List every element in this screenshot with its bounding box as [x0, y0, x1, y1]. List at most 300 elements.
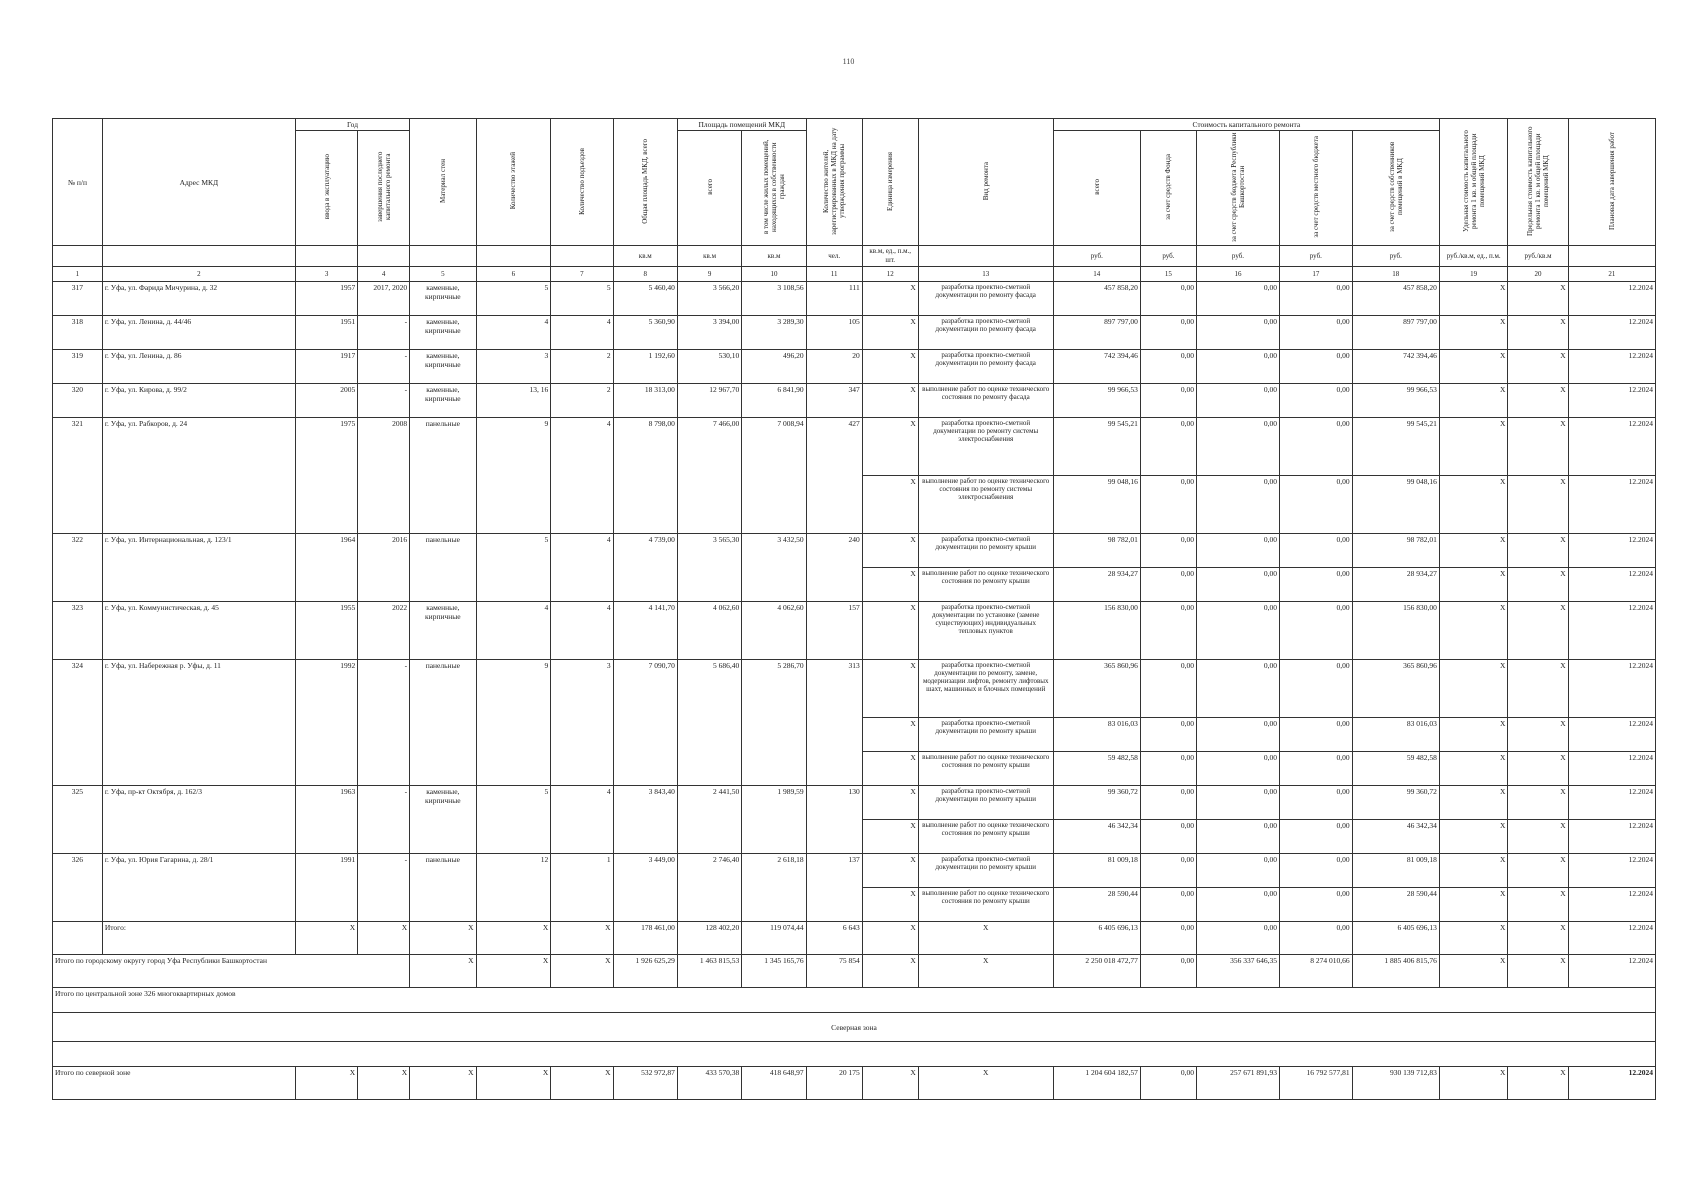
- cell-area-total: 4 141,70: [613, 602, 677, 660]
- cell-cost-total: 742 394,46: [1053, 350, 1140, 384]
- cell-cost-total: 28 590,44: [1053, 888, 1140, 922]
- cell-area-rooms: 2 441,50: [677, 786, 741, 854]
- cell-floors: 5: [476, 534, 551, 602]
- unit-cell: руб.: [1196, 246, 1279, 267]
- cell-entrances: 4: [551, 534, 613, 602]
- cell-unit-meas: X: [862, 888, 918, 922]
- unit-cell: [410, 246, 476, 267]
- cell-residents: 130: [806, 786, 862, 854]
- cell-deadline: 12.2024: [1568, 602, 1655, 660]
- capital-repair-table: [52, 118, 1656, 1100]
- north-zone-title: Северная зона: [53, 1013, 1656, 1042]
- page-number: 110: [842, 57, 855, 66]
- cell-n: 319: [53, 350, 103, 384]
- col-year-built: ввода в эксплуатацию: [295, 131, 357, 246]
- cell-max-cost: X: [1508, 282, 1568, 316]
- cell-n: 325: [53, 786, 103, 854]
- cell-cost-total: 365 860,96: [1053, 660, 1140, 718]
- cell-area-total: 1 192,60: [613, 350, 677, 384]
- column-number-cell: 10: [742, 267, 806, 282]
- cell-material: каменные, кирпичные: [410, 350, 476, 384]
- cell-entrances: 4: [551, 786, 613, 854]
- cell-floors: 3: [476, 350, 551, 384]
- cell-cost-local: 0,00: [1280, 316, 1353, 350]
- cell-material: каменные, кирпичные: [410, 786, 476, 854]
- cell-address: г. Уфа, ул. Коммунистическая, д. 45: [102, 602, 295, 660]
- cell-cost-owners: 156 830,00: [1352, 602, 1439, 660]
- cell-max-cost: X: [1508, 602, 1568, 660]
- col-area-rooms: всего: [677, 131, 741, 246]
- north-zone-total-label: Итого по северной зоне: [53, 1067, 296, 1100]
- cell-cost-owners: 83 016,03: [1352, 718, 1439, 752]
- district-total-row: Итого по городскому округу город Уфа Республики Башкортостан X X X 1 926 625,29 1 463 815,53 1 345 165,76 75 854 X X 2 250 018 472,77 0,00 356 337 646,35 8 274 010,66 1 885 406 815,76 X X 12.2024: [53, 955, 1656, 988]
- cell-unit-meas: X: [862, 568, 918, 602]
- cell-year-built: 1917: [295, 350, 357, 384]
- cell-deadline: 12.2024: [1568, 418, 1655, 476]
- cell-area-rooms: 7 466,00: [677, 418, 741, 534]
- cell-cost-owners: 98 782,01: [1352, 534, 1439, 568]
- cell-year-built: 2005: [295, 384, 357, 418]
- cell-cost-fund: 0,00: [1140, 418, 1196, 476]
- cell-area-private: 3 108,56: [742, 282, 806, 316]
- column-number-cell: 6: [476, 267, 551, 282]
- group-cost: Стоимость капитального ремонта: [1053, 119, 1439, 131]
- table-row: [53, 418, 1656, 476]
- cell-area-rooms: 3 566,20: [677, 282, 741, 316]
- cell-cost-local: 0,00: [1280, 476, 1353, 534]
- cell-cost-owners: 81 009,18: [1352, 854, 1439, 888]
- cell-cost-region: 0,00: [1196, 854, 1279, 888]
- table-row: [53, 854, 1656, 888]
- cell-address: г. Уфа, ул. Рабкоров, д. 24: [102, 418, 295, 534]
- cell-max-cost: X: [1508, 718, 1568, 752]
- cell-unit-cost: X: [1439, 282, 1508, 316]
- cell-address: г. Уфа, ул. Интернациональная, д. 123/1: [102, 534, 295, 602]
- cell-area-rooms: 3 394,00: [677, 316, 741, 350]
- cell-year-built: 1955: [295, 602, 357, 660]
- cell-unit-cost: X: [1439, 888, 1508, 922]
- unit-cell: [551, 246, 613, 267]
- cell-cost-fund: 0,00: [1140, 384, 1196, 418]
- cell-area-total: 3 449,00: [613, 854, 677, 922]
- cell-area-private: 7 008,94: [742, 418, 806, 534]
- cell-n: 322: [53, 534, 103, 602]
- cell-entrances: 5: [551, 282, 613, 316]
- cell-area-total: 4 739,00: [613, 534, 677, 602]
- col-max-cost: Предельная стоимость капитального ремонта 1 кв. м общей площади помещений МКД: [1508, 119, 1568, 246]
- cell-cost-local: 0,00: [1280, 718, 1353, 752]
- cell-cost-total: 99 048,16: [1053, 476, 1140, 534]
- cell-work: разработка проектно-сметной документации по ремонту фасада: [918, 350, 1053, 384]
- cell-cost-fund: 0,00: [1140, 534, 1196, 568]
- cell-residents: 157: [806, 602, 862, 660]
- cell-unit-cost: X: [1439, 820, 1508, 854]
- table-header: [53, 119, 1656, 282]
- cell-year-last: -: [358, 854, 410, 922]
- cell-cost-fund: 0,00: [1140, 282, 1196, 316]
- cell-work: выполнение работ по оценке технического состояния по ремонту крыши: [918, 568, 1053, 602]
- cell-floors: 12: [476, 854, 551, 922]
- cell-area-private: 3 289,30: [742, 316, 806, 350]
- cell-n: 324: [53, 660, 103, 786]
- cell-cost-local: 0,00: [1280, 384, 1353, 418]
- cell-residents: 313: [806, 660, 862, 786]
- cell-entrances: 4: [551, 602, 613, 660]
- cell-material: панельные: [410, 854, 476, 922]
- cell-cost-total: 156 830,00: [1053, 602, 1140, 660]
- cell-work: выполнение работ по оценке технического состояния по ремонту фасада: [918, 384, 1053, 418]
- cell-unit-meas: X: [862, 350, 918, 384]
- cell-work: разработка проектно-сметной документации по ремонту фасада: [918, 282, 1053, 316]
- cell-cost-total: 46 342,34: [1053, 820, 1140, 854]
- cell-year-last: -: [358, 660, 410, 786]
- cell-area-private: 5 286,70: [742, 660, 806, 786]
- cell-cost-region: 0,00: [1196, 820, 1279, 854]
- central-zone-total-row: [53, 988, 1656, 1013]
- cell-address: г. Уфа, ул. Набережная р. Уфы, д. 11: [102, 660, 295, 786]
- cell-work: разработка проектно-сметной документации по ремонту системы электроснабжения: [918, 418, 1053, 476]
- cell-max-cost: X: [1508, 660, 1568, 718]
- cell-area-private: 2 618,18: [742, 854, 806, 922]
- cell-cost-region: 0,00: [1196, 786, 1279, 820]
- cell-work: разработка проектно-сметной документации по ремонту фасада: [918, 316, 1053, 350]
- unit-cell: [1568, 246, 1655, 267]
- cell-cost-fund: 0,00: [1140, 316, 1196, 350]
- cell-n: 323: [53, 602, 103, 660]
- cell-address: г. Уфа, ул. Ленина, д. 44/46: [102, 316, 295, 350]
- column-number-cell: 11: [806, 267, 862, 282]
- cell-cost-region: 0,00: [1196, 888, 1279, 922]
- col-area-total: Общая площадь МКД, всего: [613, 119, 677, 246]
- col-material: Материал стен: [410, 119, 476, 246]
- cell-address: г. Уфа, ул. Юрия Гагарина, д. 28/1: [102, 854, 295, 922]
- cell-max-cost: X: [1508, 476, 1568, 534]
- cell-max-cost: X: [1508, 786, 1568, 820]
- cell-year-last: -: [358, 786, 410, 854]
- column-numbers-row: [53, 267, 1656, 282]
- cell-entrances: 4: [551, 316, 613, 350]
- cell-residents: 105: [806, 316, 862, 350]
- cell-cost-local: 0,00: [1280, 602, 1353, 660]
- cell-year-built: 1963: [295, 786, 357, 854]
- cell-cost-total: 28 934,27: [1053, 568, 1140, 602]
- cell-unit-cost: X: [1439, 718, 1508, 752]
- cell-max-cost: X: [1508, 534, 1568, 568]
- cell-work: выполнение работ по оценке технического состояния по ремонту системы электроснабжения: [918, 476, 1053, 534]
- cell-deadline: 12.2024: [1568, 568, 1655, 602]
- cell-cost-total: 99 966,53: [1053, 384, 1140, 418]
- group-area: Площадь помещений МКД: [677, 119, 806, 131]
- unit-cell: руб./кв.м: [1508, 246, 1568, 267]
- cell-cost-total: 59 482,58: [1053, 752, 1140, 786]
- cell-max-cost: X: [1508, 752, 1568, 786]
- unit-cell: руб.: [1280, 246, 1353, 267]
- capital-repair-table-sheet: [52, 118, 1656, 1100]
- cell-unit-meas: X: [862, 476, 918, 534]
- col-cost-fund: за счет средств Фонда: [1140, 131, 1196, 246]
- cell-cost-local: 0,00: [1280, 282, 1353, 316]
- cell-area-total: 5 460,40: [613, 282, 677, 316]
- cell-deadline: 12.2024: [1568, 854, 1655, 888]
- cell-unit-meas: X: [862, 602, 918, 660]
- cell-deadline: 12.2024: [1568, 384, 1655, 418]
- col-residents: Количество жителей, зарегистрированных в МКД на дату утверждения программы: [806, 119, 862, 246]
- cell-cost-region: 0,00: [1196, 602, 1279, 660]
- cell-unit-meas: X: [862, 418, 918, 476]
- cell-cost-local: 0,00: [1280, 534, 1353, 568]
- cell-deadline: 12.2024: [1568, 752, 1655, 786]
- cell-unit-meas: X: [862, 820, 918, 854]
- cell-max-cost: X: [1508, 854, 1568, 888]
- cell-unit-cost: X: [1439, 752, 1508, 786]
- cell-area-rooms: 530,10: [677, 350, 741, 384]
- cell-n: 326: [53, 854, 103, 922]
- table-body: [53, 282, 1656, 922]
- cell-year-last: 2017, 2020: [358, 282, 410, 316]
- cell-unit-cost: X: [1439, 660, 1508, 718]
- cell-cost-owners: 99 545,21: [1352, 418, 1439, 476]
- cell-cost-total: 98 782,01: [1053, 534, 1140, 568]
- cell-cost-fund: 0,00: [1140, 752, 1196, 786]
- cell-material: панельные: [410, 534, 476, 602]
- cell-year-built: 1957: [295, 282, 357, 316]
- cell-floors: 5: [476, 786, 551, 854]
- cell-unit-meas: X: [862, 534, 918, 568]
- cell-unit-meas: X: [862, 660, 918, 718]
- cell-cost-fund: 0,00: [1140, 476, 1196, 534]
- cell-work: выполнение работ по оценке технического состояния по ремонту крыши: [918, 888, 1053, 922]
- cell-unit-meas: X: [862, 316, 918, 350]
- table-row: [53, 786, 1656, 820]
- column-number-cell: 8: [613, 267, 677, 282]
- cell-area-private: 496,20: [742, 350, 806, 384]
- cell-material: каменные, кирпичные: [410, 602, 476, 660]
- column-number-cell: 9: [677, 267, 741, 282]
- col-cost-total: всего: [1053, 131, 1140, 246]
- cell-deadline: 12.2024: [1568, 660, 1655, 718]
- cell-cost-local: 0,00: [1280, 820, 1353, 854]
- cell-address: г. Уфа, ул. Фарида Мичурина, д. 32: [102, 282, 295, 316]
- cell-area-private: 1 989,59: [742, 786, 806, 854]
- cell-area-total: 5 360,90: [613, 316, 677, 350]
- unit-cell: чел.: [806, 246, 862, 267]
- cell-unit-cost: X: [1439, 854, 1508, 888]
- cell-cost-region: 0,00: [1196, 568, 1279, 602]
- cell-cost-local: 0,00: [1280, 350, 1353, 384]
- unit-cell: [358, 246, 410, 267]
- cell-area-rooms: 2 746,40: [677, 854, 741, 922]
- cell-unit-cost: X: [1439, 316, 1508, 350]
- north-zone-title-row: [53, 1013, 1656, 1042]
- cell-area-total: 7 090,70: [613, 660, 677, 786]
- cell-unit-meas: X: [862, 854, 918, 888]
- cell-work: разработка проектно-сметной документации по установке (замене существующих) индивидуальных тепловых пунктов: [918, 602, 1053, 660]
- cell-area-private: 4 062,60: [742, 602, 806, 660]
- cell-cost-owners: 99 360,72: [1352, 786, 1439, 820]
- cell-cost-owners: 457 858,20: [1352, 282, 1439, 316]
- cell-material: каменные, кирпичные: [410, 384, 476, 418]
- cell-entrances: 2: [551, 384, 613, 418]
- cell-year-built: 1992: [295, 660, 357, 786]
- cell-cost-owners: 28 590,44: [1352, 888, 1439, 922]
- cell-cost-local: 0,00: [1280, 418, 1353, 476]
- cell-unit-meas: X: [862, 752, 918, 786]
- cell-entrances: 1: [551, 854, 613, 922]
- cell-deadline: 12.2024: [1568, 350, 1655, 384]
- table-row: [53, 602, 1656, 660]
- cell-cost-region: 0,00: [1196, 350, 1279, 384]
- cell-unit-cost: X: [1439, 418, 1508, 476]
- cell-year-last: -: [358, 316, 410, 350]
- cell-unit-cost: X: [1439, 568, 1508, 602]
- cell-cost-region: 0,00: [1196, 282, 1279, 316]
- cell-cost-region: 0,00: [1196, 418, 1279, 476]
- cell-cost-region: 0,00: [1196, 752, 1279, 786]
- cell-deadline: 12.2024: [1568, 786, 1655, 820]
- column-number-cell: 16: [1196, 267, 1279, 282]
- cell-cost-local: 0,00: [1280, 568, 1353, 602]
- cell-year-last: -: [358, 384, 410, 418]
- cell-unit-cost: X: [1439, 476, 1508, 534]
- cell-cost-region: 0,00: [1196, 316, 1279, 350]
- cell-cost-local: 0,00: [1280, 888, 1353, 922]
- col-deadline: Плановая дата завершения работ: [1568, 119, 1655, 246]
- cell-cost-fund: 0,00: [1140, 820, 1196, 854]
- unit-cell: [476, 246, 551, 267]
- col-n: № п/п: [53, 119, 103, 246]
- column-number-cell: 14: [1053, 267, 1140, 282]
- unit-cell: кв.м, ед., п.м., шт.: [862, 246, 918, 267]
- col-entrances: Количество подъездов: [551, 119, 613, 246]
- cell-floors: 9: [476, 660, 551, 786]
- cell-unit-meas: X: [862, 718, 918, 752]
- cell-floors: 5: [476, 282, 551, 316]
- cell-address: г. Уфа, ул. Кирова, д. 99/2: [102, 384, 295, 418]
- cell-year-built: 1951: [295, 316, 357, 350]
- cell-entrances: 4: [551, 418, 613, 534]
- column-number-cell: 5: [410, 267, 476, 282]
- col-unit-meas: Единица измерения: [862, 119, 918, 246]
- cell-material: каменные, кирпичные: [410, 282, 476, 316]
- cell-year-built: 1975: [295, 418, 357, 534]
- cell-deadline: 12.2024: [1568, 888, 1655, 922]
- cell-cost-region: 0,00: [1196, 384, 1279, 418]
- col-floors: Количество этажей: [476, 119, 551, 246]
- cell-cost-fund: 0,00: [1140, 786, 1196, 820]
- cell-area-rooms: 5 686,40: [677, 660, 741, 786]
- cell-entrances: 3: [551, 660, 613, 786]
- table-row: [53, 534, 1656, 568]
- col-address: Адрес МКД: [102, 119, 295, 246]
- cell-address: г. Уфа, пр-кт Октября, д. 162/3: [102, 786, 295, 854]
- cell-unit-cost: X: [1439, 534, 1508, 568]
- cell-cost-owners: 46 342,34: [1352, 820, 1439, 854]
- cell-floors: 4: [476, 316, 551, 350]
- unit-cell: руб.: [1140, 246, 1196, 267]
- cell-area-private: 3 432,50: [742, 534, 806, 602]
- cell-n: 317: [53, 282, 103, 316]
- table-row: [53, 316, 1656, 350]
- cell-year-last: 2016: [358, 534, 410, 602]
- column-number-cell: 13: [918, 267, 1053, 282]
- column-number-cell: 3: [295, 267, 357, 282]
- cell-cost-fund: 0,00: [1140, 660, 1196, 718]
- total-label: Итого:: [102, 922, 295, 955]
- unit-cell: руб./кв.м, ед., п.м.: [1439, 246, 1508, 267]
- cell-residents: 137: [806, 854, 862, 922]
- cell-n: 318: [53, 316, 103, 350]
- cell-max-cost: X: [1508, 350, 1568, 384]
- column-number-cell: 2: [102, 267, 295, 282]
- units-row: [53, 246, 1656, 267]
- unit-cell: кв.м: [677, 246, 741, 267]
- cell-deadline: 12.2024: [1568, 476, 1655, 534]
- table-row: [53, 282, 1656, 316]
- cell-work: разработка проектно-сметной документации по ремонту крыши: [918, 786, 1053, 820]
- central-zone-total-label: Итого по центральной зоне 326 многоквартирных домов: [53, 988, 1656, 1013]
- district-total-label: Итого по городскому округу город Уфа Республики Башкортостан: [53, 955, 410, 988]
- cell-deadline: 12.2024: [1568, 282, 1655, 316]
- cell-deadline: 12.2024: [1568, 316, 1655, 350]
- cell-area-rooms: 4 062,60: [677, 602, 741, 660]
- cell-cost-fund: 0,00: [1140, 602, 1196, 660]
- cell-work: выполнение работ по оценке технического состояния по ремонту крыши: [918, 752, 1053, 786]
- cell-max-cost: X: [1508, 316, 1568, 350]
- cell-cost-total: 99 360,72: [1053, 786, 1140, 820]
- unit-cell: кв.м: [613, 246, 677, 267]
- col-cost-local: за счет средств местного бюджета: [1280, 131, 1353, 246]
- cell-work: разработка проектно-сметной документации по ремонту крыши: [918, 854, 1053, 888]
- cell-cost-region: 0,00: [1196, 718, 1279, 752]
- unit-cell: [53, 246, 103, 267]
- cell-unit-cost: X: [1439, 602, 1508, 660]
- unit-cell: кв.м: [742, 246, 806, 267]
- cell-cost-total: 83 016,03: [1053, 718, 1140, 752]
- cell-n: 321: [53, 418, 103, 534]
- group-year: Год: [295, 119, 409, 131]
- cell-cost-owners: 897 797,00: [1352, 316, 1439, 350]
- cell-residents: 347: [806, 384, 862, 418]
- cell-unit-cost: X: [1439, 350, 1508, 384]
- cell-cost-local: 0,00: [1280, 786, 1353, 820]
- unit-cell: [102, 246, 295, 267]
- total-row: Итого: X X X X X 178 461,00 128 402,20 119 074,44 6 643 X X 6 405 696,13 0,00 0,00 0,00 6 405 696,13 X X 12.2024: [53, 922, 1656, 955]
- cell-cost-total: 457 858,20: [1053, 282, 1140, 316]
- unit-cell: руб.: [1352, 246, 1439, 267]
- cell-area-private: 6 841,90: [742, 384, 806, 418]
- cell-area-rooms: 3 565,30: [677, 534, 741, 602]
- cell-cost-fund: 0,00: [1140, 568, 1196, 602]
- cell-residents: 20: [806, 350, 862, 384]
- column-number-cell: 17: [1280, 267, 1353, 282]
- column-number-cell: 1: [53, 267, 103, 282]
- cell-cost-fund: 0,00: [1140, 718, 1196, 752]
- cell-work: разработка проектно-сметной документации по ремонту крыши: [918, 534, 1053, 568]
- cell-cost-owners: 28 934,27: [1352, 568, 1439, 602]
- cell-max-cost: X: [1508, 418, 1568, 476]
- cell-cost-fund: 0,00: [1140, 854, 1196, 888]
- cell-cost-region: 0,00: [1196, 476, 1279, 534]
- column-number-cell: 12: [862, 267, 918, 282]
- cell-cost-fund: 0,00: [1140, 888, 1196, 922]
- cell-residents: 240: [806, 534, 862, 602]
- cell-max-cost: X: [1508, 888, 1568, 922]
- cell-cost-owners: 99 966,53: [1352, 384, 1439, 418]
- cell-floors: 4: [476, 602, 551, 660]
- unit-cell: [918, 246, 1053, 267]
- cell-cost-owners: 99 048,16: [1352, 476, 1439, 534]
- cell-work: разработка проектно-сметной документации по ремонту крыши: [918, 718, 1053, 752]
